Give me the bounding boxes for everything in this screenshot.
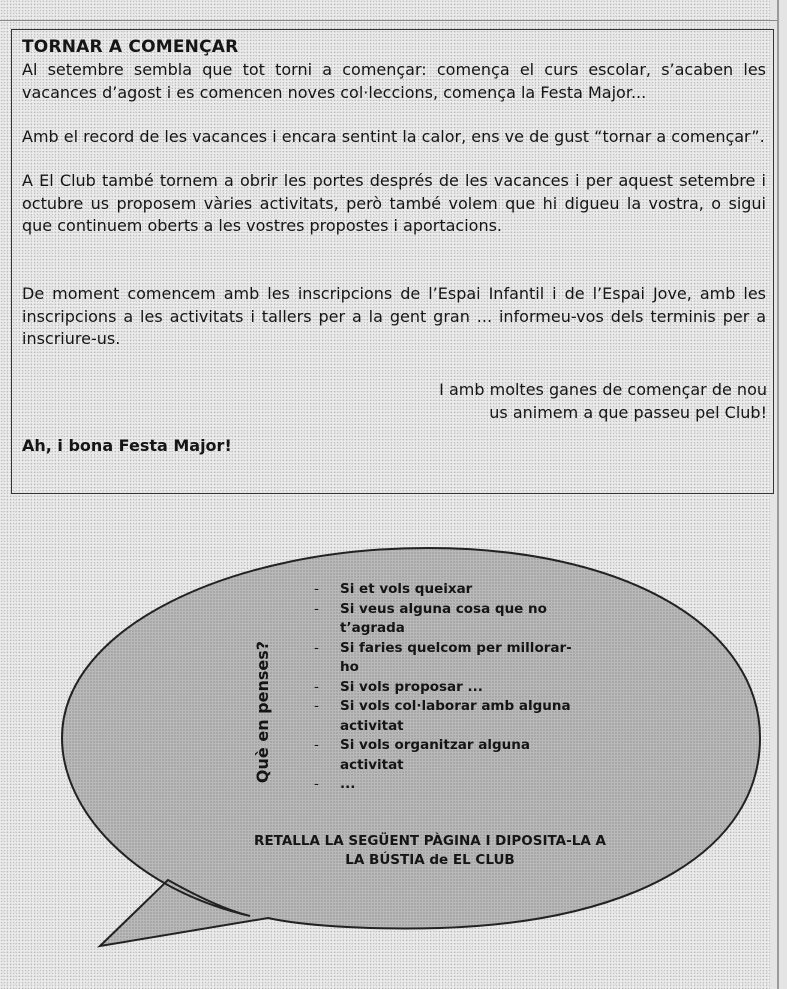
bubble-bullet: - Si et vols queixar <box>314 580 574 600</box>
article-title: TORNAR A COMENÇAR <box>22 37 239 57</box>
bubble-bullet: - Si faries quelcom per millorar-ho <box>314 639 574 678</box>
article-paragraph-3: A El Club també tornem a obrir les portes després de les vacances i per aquest setembre i octubre us proposem vàries activitats, però també volem que hi digueu la vostra, o sigui que continuem oberts a les vostres propostes i aportacions. <box>22 171 766 235</box>
bubble-vertical-label: Què en penses? <box>253 640 272 784</box>
bubble-instruction <box>200 832 660 870</box>
article-sign-line-2: us animem a que passeu pel Club! <box>489 403 767 422</box>
bubble-bullet: - Si vols proposar ... <box>314 678 574 698</box>
bubble-instruction-line-1: RETALLA LA SEGÜENT PÀGINA I DIPOSITA-LA A <box>254 833 606 849</box>
article-closing: Ah, i bona Festa Major! <box>22 436 232 455</box>
bubble-bullet: - Si veus alguna cosa que no t’agrada <box>314 600 574 639</box>
bubble-bullet: - Si vols organitzar alguna activitat <box>314 736 574 775</box>
article-sign-line-1: I amb moltes ganes de començar de nou <box>439 380 767 399</box>
bubble-bullet-list <box>314 580 574 795</box>
article-paragraph-4: De moment comencem amb les inscripcions de l’Espai Infantil i de l’Espai Jove, amb les inscripcions a les activitats i tallers per a la gent gran ... informeu-vos dels terminis per a inscriure-us. <box>22 284 766 348</box>
bubble-bullet: - Si vols col·laborar amb alguna activitat <box>314 697 574 736</box>
bubble-bullet: - ... <box>314 775 574 795</box>
bubble-instruction-line-2: LA BÚSTIA de EL CLUB <box>345 852 515 868</box>
article-paragraph-1: Al setembre sembla que tot torni a començar: comença el curs escolar, s’acaben les vacances d’agost i es comencen noves col·leccions, comença la Festa Major... <box>22 60 766 102</box>
article-paragraph-2: Amb el record de les vacances i encara sentint la calor, ens ve de gust “tornar a començar”. <box>22 127 765 146</box>
